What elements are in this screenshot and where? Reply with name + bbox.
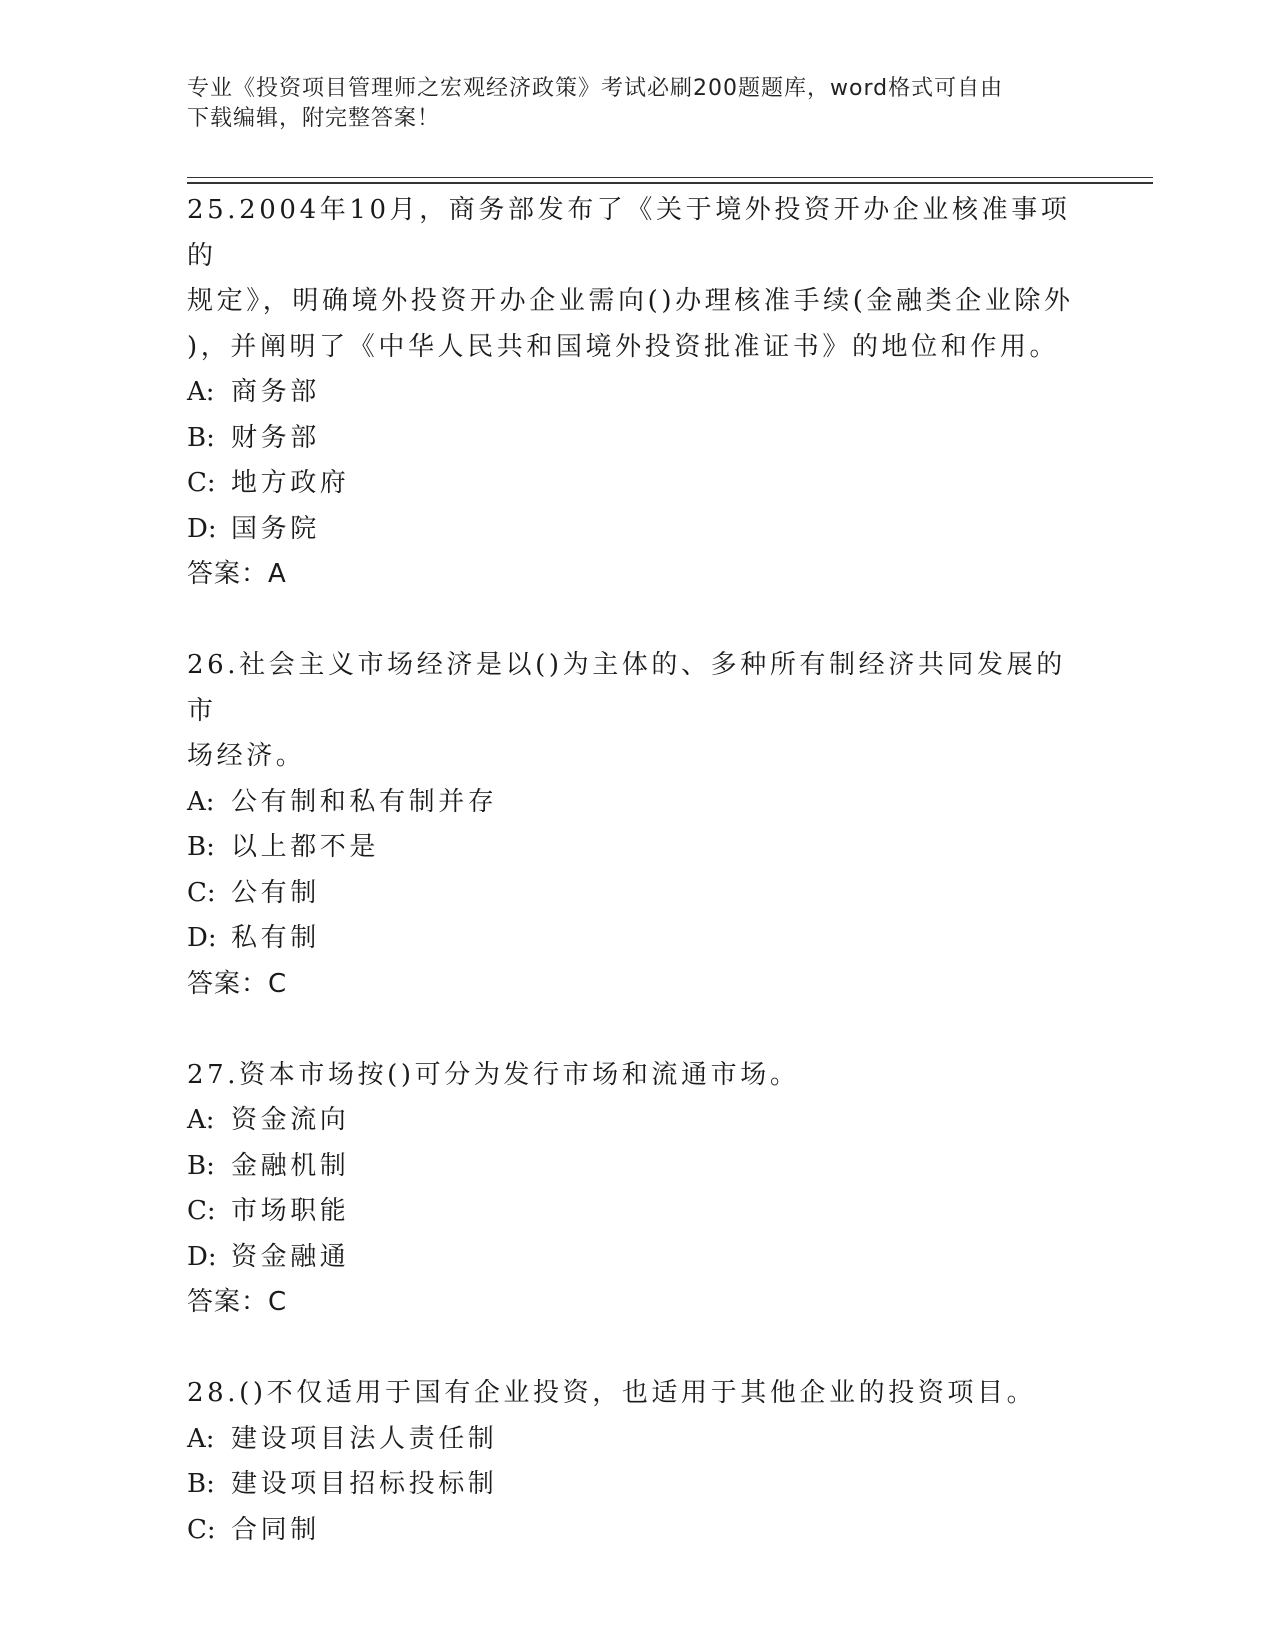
option-text: 公有制 — [231, 877, 320, 908]
answer-line: 答案：C — [187, 1287, 288, 1317]
option-text: 建设项目招标投标制 — [231, 1469, 498, 1499]
question-28 — [187, 1371, 1087, 1553]
option-text: 公有制和私有制并存 — [231, 786, 498, 817]
option-d — [187, 507, 1087, 553]
option-letter: C: — [187, 1514, 216, 1545]
option-letter: B: — [187, 1469, 215, 1499]
header-line-1: 专业《投资项目管理师之宏观经济政策》考试必刷200题题库，word格式可自由 — [187, 76, 1004, 101]
option-d — [187, 916, 1087, 962]
spacer — [187, 598, 1087, 644]
option-a — [187, 370, 1087, 416]
answer-line: 答案：C — [187, 968, 288, 999]
option-letter: B: — [187, 422, 215, 453]
header-divider-thick — [187, 182, 1153, 184]
option-text: 资金融通 — [231, 1241, 350, 1272]
question-text-line: 规定》，明确境外投资开办企业需向()办理核准手续(金融类企业除外 — [187, 286, 1074, 316]
spacer — [187, 1007, 1087, 1053]
header-divider-thin — [187, 177, 1153, 178]
question-text-line: 25.2004年10月，商务部发布了《关于境外投资开办企业核准事项的 — [187, 195, 1071, 271]
question-text-line: )，并阐明了《中华人民共和国境外投资批准证书》的地位和作用。 — [187, 331, 1060, 362]
option-b — [187, 825, 1087, 871]
option-letter: B: — [187, 1150, 215, 1181]
option-letter: A: — [187, 1105, 215, 1135]
option-text: 商务部 — [231, 377, 320, 407]
option-letter: C: — [187, 877, 216, 908]
option-b — [187, 416, 1087, 462]
option-c — [187, 1508, 1087, 1554]
option-text: 以上都不是 — [231, 832, 380, 862]
option-text: 国务院 — [231, 513, 320, 544]
option-text: 金融机制 — [231, 1150, 350, 1181]
option-b — [187, 1144, 1087, 1190]
option-b — [187, 1462, 1087, 1508]
option-text: 财务部 — [231, 422, 320, 453]
question-text-line: 27.资本市场按()可分为发行市场和流通市场。 — [187, 1059, 800, 1090]
option-text: 私有制 — [231, 923, 320, 953]
option-letter: C: — [187, 1196, 216, 1226]
question-list — [187, 188, 1087, 1553]
option-text: 地方政府 — [231, 468, 350, 498]
option-letter: B: — [187, 832, 215, 862]
question-27 — [187, 1053, 1087, 1326]
option-text: 建设项目法人责任制 — [231, 1423, 498, 1454]
answer-line: 答案：A — [187, 559, 287, 589]
document-header — [187, 74, 1087, 134]
question-25 — [187, 188, 1087, 598]
option-d — [187, 1235, 1087, 1281]
header-line-2: 下载编辑，附完整答案！ — [187, 106, 441, 131]
question-text-line: 场经济。 — [187, 741, 306, 771]
question-text-line: 28.()不仅适用于国有企业投资，也适用于其他企业的投资项目。 — [187, 1378, 1037, 1408]
option-letter: A: — [187, 377, 215, 407]
spacer — [187, 1326, 1087, 1372]
option-letter: C: — [187, 468, 216, 498]
option-a — [187, 780, 1087, 826]
option-c — [187, 871, 1087, 917]
option-c — [187, 461, 1087, 507]
option-text: 合同制 — [231, 1514, 320, 1545]
option-letter: D: — [187, 923, 217, 953]
option-c — [187, 1189, 1087, 1235]
option-letter: A: — [187, 1423, 215, 1454]
question-text-line: 26.社会主义市场经济是以()为主体的、多种所有制经济共同发展的市 — [187, 650, 1066, 726]
option-text: 资金流向 — [231, 1105, 350, 1135]
question-26 — [187, 643, 1087, 1007]
option-a — [187, 1417, 1087, 1463]
option-a — [187, 1098, 1087, 1144]
option-letter: A: — [187, 786, 215, 817]
option-letter: D: — [187, 513, 217, 544]
option-text: 市场职能 — [231, 1196, 350, 1226]
option-letter: D: — [187, 1241, 217, 1272]
